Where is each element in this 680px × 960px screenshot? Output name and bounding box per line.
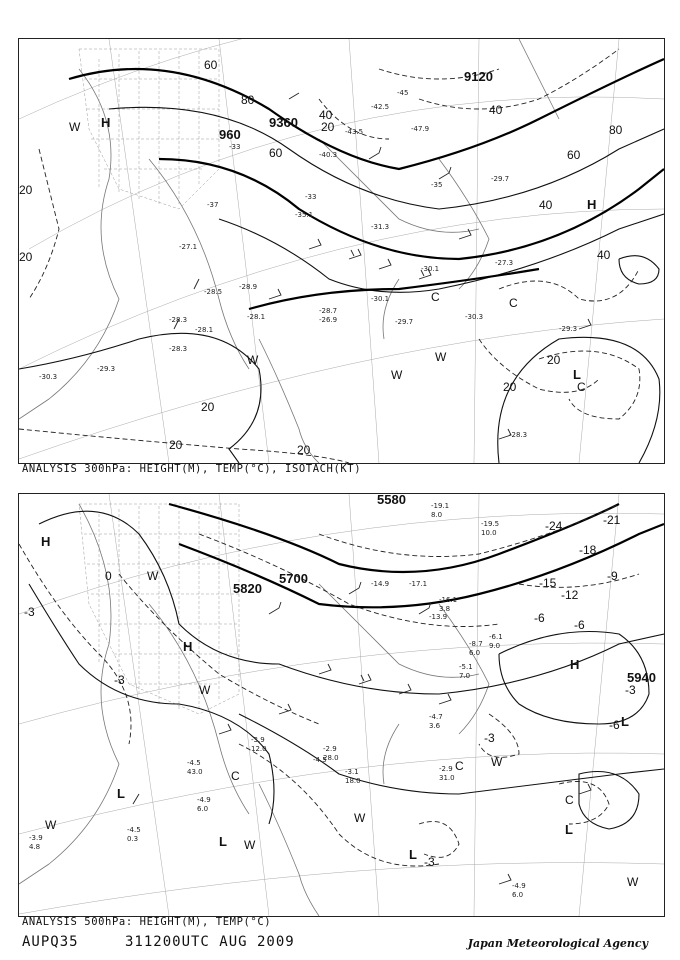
station-label: -3.1 — [345, 768, 359, 776]
temperature-label: -47.9 — [411, 125, 430, 133]
isotach-label: 20 — [503, 380, 517, 394]
height-label: 9360 — [269, 115, 298, 130]
station-label: 3.8 — [439, 605, 451, 613]
temperature-label: -28.3 — [169, 316, 188, 324]
temperature-label: -35.1 — [295, 211, 314, 219]
station-label: -4.5 — [187, 759, 201, 767]
isotach-label: 20 — [297, 443, 311, 457]
station-label: 3.6 — [429, 722, 441, 730]
temperature-label: -29.3 — [559, 325, 578, 333]
isotach-label: 20 — [169, 438, 183, 452]
height-label: 5580 — [377, 494, 406, 507]
low-center: L — [409, 847, 417, 862]
station-label: 18.0 — [345, 777, 361, 785]
map-500hpa — [19, 494, 664, 916]
chart-code: AUPQ35 — [22, 934, 79, 950]
station-label: -4.9 — [512, 882, 526, 890]
warm-center: W — [435, 350, 447, 364]
temperature-label: -28.1 — [195, 326, 214, 334]
high-center: H — [41, 534, 51, 549]
temperature-label: -37 — [207, 201, 219, 209]
hatched-region — [79, 49, 219, 209]
temperature-label: -33 — [229, 143, 241, 151]
temperature-label: -27.3 — [495, 259, 514, 267]
cold-center: C — [231, 769, 240, 783]
isotherm-label: -3 — [484, 731, 495, 745]
isotach-label: 40 — [597, 248, 611, 262]
temperature-label: -30.3 — [39, 373, 58, 381]
isotach-label: 20 — [547, 353, 561, 367]
cold-center: C — [577, 380, 586, 394]
warm-center: W — [69, 120, 81, 134]
warm-center: W — [491, 755, 503, 769]
station-label: 12.0 — [251, 745, 267, 753]
warm-center: W — [199, 683, 211, 697]
temperature-label: -30.1 — [421, 265, 440, 273]
station-label: 6.0 — [469, 649, 481, 657]
isotach-label: 60 — [269, 146, 283, 160]
cold-center: C — [565, 793, 574, 807]
map-300hpa — [19, 39, 664, 463]
station-label: 7.0 — [459, 672, 471, 680]
temperature-label: -28.9 — [239, 283, 258, 291]
station-label: -17.1 — [409, 580, 428, 588]
temperature-label: -28.7 — [319, 307, 338, 315]
isotach-label: 40 — [489, 103, 503, 117]
temperature-label: -31.3 — [371, 223, 390, 231]
isotherm-label: -6 — [534, 611, 545, 625]
temperature-label: -28.5 — [204, 288, 223, 296]
isotherm-label: -12 — [561, 588, 579, 602]
station-label: 31.0 — [439, 774, 455, 782]
graticule — [19, 39, 664, 463]
station-label: 0.3 — [127, 835, 139, 843]
station-label: -4.9 — [197, 796, 211, 804]
low-center: L — [573, 367, 581, 382]
height-label: 960 — [219, 127, 241, 142]
station-label: -19.1 — [431, 502, 450, 510]
isotherm-label: 0 — [105, 569, 112, 583]
temperature-label: -43.5 — [345, 128, 364, 136]
graticule — [19, 494, 664, 916]
isotherm-label: -3 — [24, 605, 35, 619]
height-label: 5700 — [279, 571, 308, 586]
isotach-label: 40 — [319, 108, 333, 122]
temperature-label: -40.3 — [319, 151, 338, 159]
low-center: L — [219, 834, 227, 849]
isotherm-label: -21 — [603, 513, 621, 527]
height-label: 5940 — [627, 670, 656, 685]
station-label: -2.9 — [323, 745, 337, 753]
station-label: -4.5 — [313, 756, 327, 764]
station-label: 28.0 — [323, 754, 339, 762]
isotach-label: 40 — [539, 198, 553, 212]
station-label: -4.7 — [429, 713, 443, 721]
analysis-500hpa-panel — [18, 493, 665, 917]
station-label: 10.0 — [481, 529, 497, 537]
caption-500hpa: ANALYSIS 500hPa: HEIGHT(M), TEMP(°C) — [22, 916, 272, 928]
station-label: 6.0 — [512, 891, 524, 899]
cold-center: C — [509, 296, 518, 310]
isotherm-label: -6 — [574, 618, 585, 632]
isotach-label: 20 — [19, 183, 33, 197]
isotherm-label: -3 — [114, 673, 125, 687]
warm-center: W — [391, 368, 403, 382]
height-label: 5820 — [233, 581, 262, 596]
cold-center: C — [455, 759, 464, 773]
temperature-label: -35 — [431, 181, 443, 189]
isotherm-label: -6 — [609, 718, 620, 732]
station-label: -19.5 — [481, 520, 500, 528]
station-label: -13.9 — [429, 613, 448, 621]
station-label: 9.0 — [489, 642, 501, 650]
station-label: -5.1 — [459, 663, 473, 671]
temperature-label: -28.3 — [509, 431, 528, 439]
temperature-label: -45 — [397, 89, 409, 97]
isotach-label: 20 — [321, 120, 335, 134]
caption-300hpa: ANALYSIS 300hPa: HEIGHT(M), TEMP(°C), ISOTACH(KT) — [22, 463, 362, 475]
warm-center: W — [247, 353, 259, 367]
hatched-region — [79, 504, 239, 714]
warm-center: W — [244, 838, 256, 852]
height-contours — [19, 59, 664, 463]
temperature-label: -29.7 — [491, 175, 510, 183]
temperature-label: -42.5 — [371, 103, 390, 111]
high-center: H — [183, 639, 193, 654]
station-label: -6.1 — [489, 633, 503, 641]
temperature-label: -28.3 — [169, 345, 188, 353]
station-label: 6.0 — [197, 805, 209, 813]
temperature-label: -26.9 — [319, 316, 338, 324]
temperature-label: -27.1 — [179, 243, 198, 251]
station-label: -3.9 — [251, 736, 265, 744]
station-label: -4.5 — [127, 826, 141, 834]
temperature-label: -29.3 — [97, 365, 116, 373]
isotherm-label: -15 — [539, 576, 557, 590]
coastlines — [19, 504, 489, 916]
isotach-label: 60 — [204, 58, 218, 72]
station-label: -8.7 — [469, 640, 483, 648]
isotach-label: 80 — [241, 93, 255, 107]
valid-time: 311200UTC AUG 2009 — [125, 934, 295, 950]
temperature-label: -28.1 — [247, 313, 266, 321]
isotach-label: 80 — [609, 123, 623, 137]
isotherm-label: -9 — [607, 569, 618, 583]
station-label: 8.0 — [431, 511, 443, 519]
height-label: 9120 — [464, 69, 493, 84]
low-center: L — [565, 822, 573, 837]
isotherm-label: -24 — [545, 519, 563, 533]
station-label: -3.9 — [29, 834, 43, 842]
warm-center: W — [354, 811, 366, 825]
isotherm-labels-500 — [24, 513, 636, 869]
high-center: H — [570, 657, 580, 672]
station-label: -16.1 — [439, 596, 458, 604]
isotach-label: 20 — [201, 400, 215, 414]
station-label: 43.0 — [187, 768, 203, 776]
isotherm-label: -18 — [579, 543, 597, 557]
analysis-300hpa-panel — [18, 38, 665, 464]
cold-center: C — [431, 290, 440, 304]
temperature-label: -30.3 — [465, 313, 484, 321]
station-label: -14.9 — [371, 580, 390, 588]
low-center: L — [117, 786, 125, 801]
station-label: 4.8 — [29, 843, 41, 851]
temperature-label: -30.1 — [371, 295, 390, 303]
station-label: -2.9 — [439, 765, 453, 773]
isotherm-label: -3 — [424, 855, 435, 869]
isotach-label: 20 — [19, 250, 33, 264]
high-center: H — [101, 115, 111, 130]
low-center: L — [621, 714, 629, 729]
isotach-label: 60 — [567, 148, 581, 162]
agency-name: Japan Meteorological Agency — [467, 937, 648, 950]
warm-center: W — [147, 569, 159, 583]
isotherm-label: -3 — [625, 683, 636, 697]
warm-center: W — [45, 818, 57, 832]
high-center: H — [587, 197, 597, 212]
warm-center: W — [627, 875, 639, 889]
temperature-label: -29.7 — [395, 318, 414, 326]
temperature-label: -33 — [305, 193, 317, 201]
